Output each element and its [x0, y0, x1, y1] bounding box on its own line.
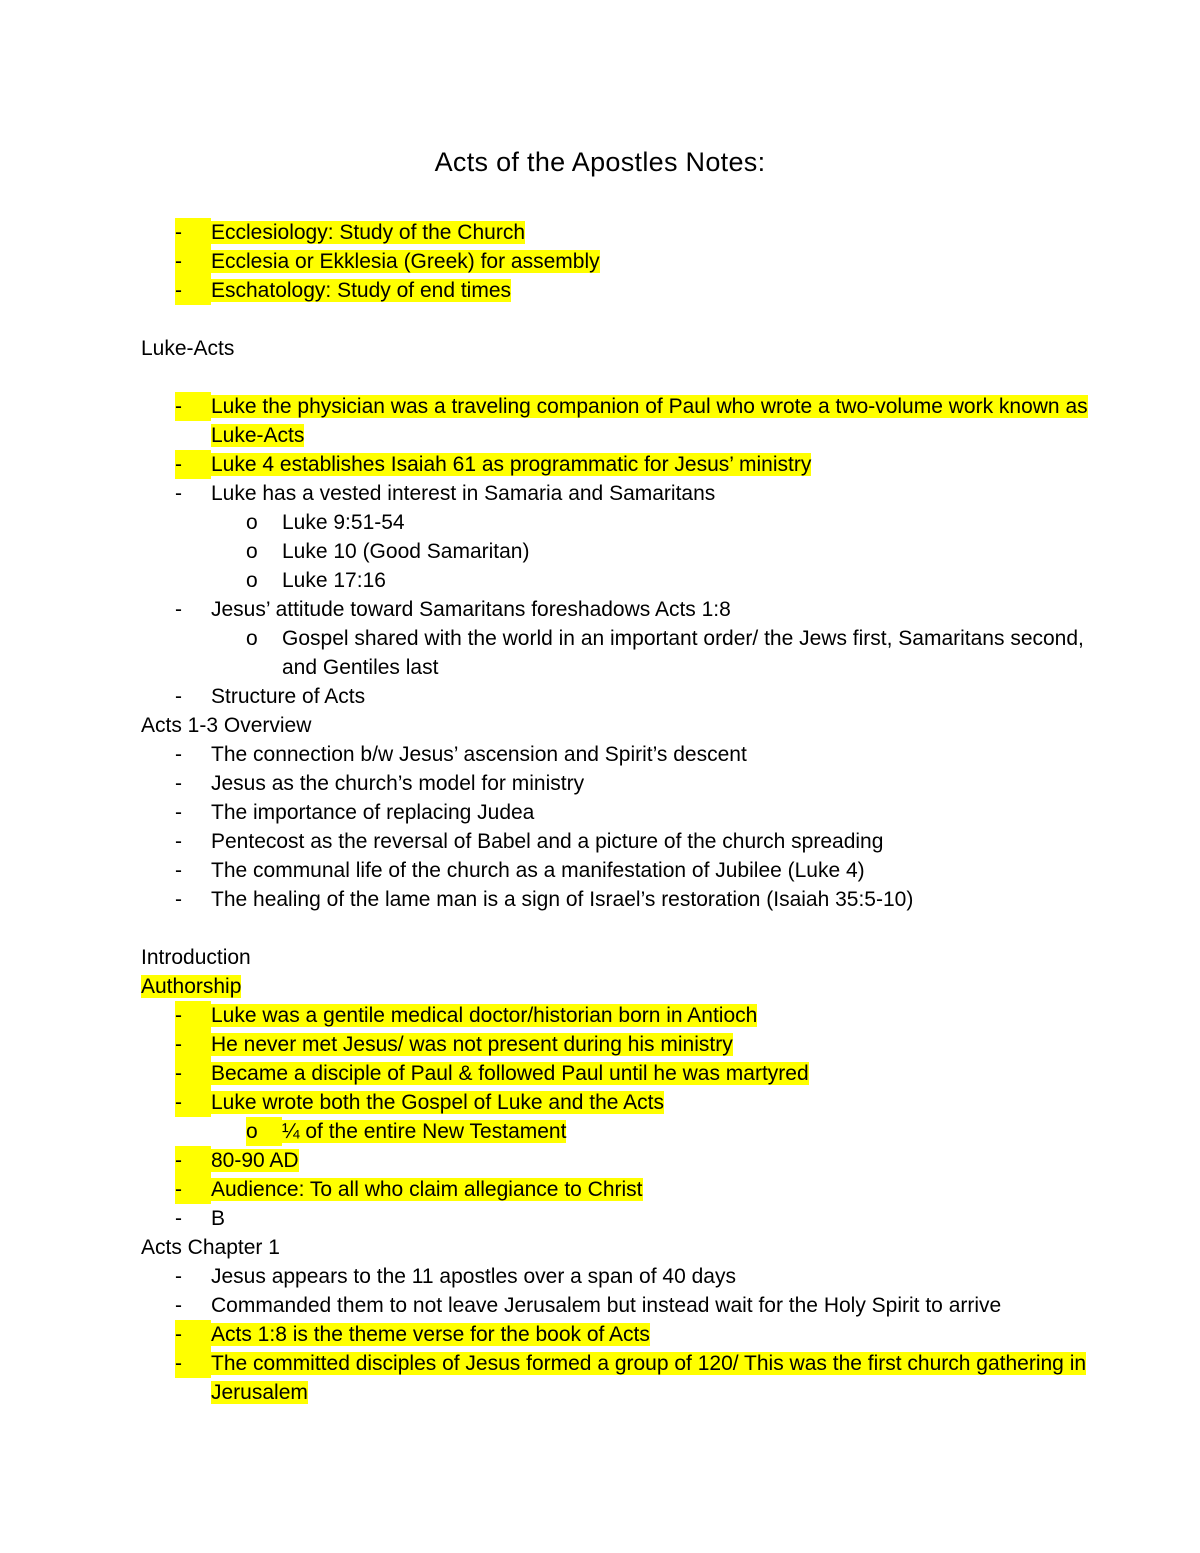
list-item — [141, 1030, 1101, 1059]
dash-bullet: - — [175, 772, 182, 795]
list-item — [141, 1262, 1101, 1291]
list-item-text: Ecclesiology: Study of the Church — [211, 221, 525, 244]
list-item-text: ¼ of the entire New Testament — [282, 1120, 567, 1143]
dash-bullet: - — [175, 1265, 182, 1288]
list-item-text: Acts 1:8 is the theme verse for the book of Acts — [211, 1323, 650, 1346]
section-heading-overview: Acts 1-3 Overview — [141, 714, 312, 737]
list-item-text: Luke 4 establishes Isaiah 61 as programmatic for Jesus’ ministry — [211, 453, 812, 476]
circle-bullet: o — [246, 1117, 282, 1146]
list-item-text: Jesus’ attitude toward Samaritans foreshadows Acts 1:8 — [211, 598, 731, 621]
circle-bullet: o — [246, 627, 258, 650]
dash-bullet: - — [175, 392, 211, 421]
list-item — [141, 1001, 1101, 1030]
dash-bullet: - — [175, 1207, 182, 1230]
dash-bullet: - — [175, 1059, 211, 1088]
list-item-text: The healing of the lame man is a sign of Israel’s restoration (Isaiah 35:5-10) — [211, 888, 914, 911]
section-heading-luke-acts: Luke-Acts — [141, 337, 235, 360]
list-item-text: The communal life of the church as a manifestation of Jubilee (Luke 4) — [211, 859, 865, 882]
list-item — [141, 1320, 1101, 1349]
list-item-text: Luke the physician was a traveling companion of Paul who wrote a two-volume work known as Luke-Acts — [211, 395, 1088, 447]
list-item — [141, 450, 1101, 479]
section-heading-introduction: Introduction — [141, 946, 251, 969]
list-item — [141, 1349, 1101, 1407]
dash-bullet: - — [175, 1175, 211, 1204]
list-item — [141, 1291, 1101, 1320]
list-item — [141, 856, 1101, 885]
list-item — [141, 798, 1101, 827]
dash-bullet: - — [175, 888, 182, 911]
dash-bullet: - — [175, 247, 211, 276]
list-item-text: Luke wrote both the Gospel of Luke and the Acts — [211, 1091, 664, 1114]
dash-bullet: - — [175, 276, 211, 305]
dash-bullet: - — [175, 1320, 211, 1349]
dash-bullet: - — [175, 1349, 211, 1378]
dash-bullet: - — [175, 1294, 182, 1317]
list-item-text: Luke 17:16 — [282, 569, 386, 592]
list-item — [141, 1175, 1101, 1204]
list-item — [141, 595, 1101, 624]
circle-bullet: o — [246, 569, 258, 592]
dash-bullet: - — [175, 1088, 211, 1117]
sub-list-item — [141, 566, 1101, 595]
list-item-text: The connection b/w Jesus’ ascension and Spirit’s descent — [211, 743, 747, 766]
list-item-text: Structure of Acts — [211, 685, 366, 708]
list-item — [141, 1088, 1101, 1117]
list-item-text: Jesus as the church’s model for ministry — [211, 772, 585, 795]
section-heading-chapter-1: Acts Chapter 1 — [141, 1236, 280, 1259]
list-item — [141, 218, 1101, 247]
list-item — [141, 1204, 1101, 1233]
list-item-text: Commanded them to not leave Jerusalem but instead wait for the Holy Spirit to arrive — [211, 1294, 1002, 1317]
list-item — [141, 1146, 1101, 1175]
sub-list-item — [141, 624, 1101, 682]
dash-bullet: - — [175, 743, 182, 766]
list-item-text: The committed disciples of Jesus formed a group of 120/ This was the first church gathering in Jerusalem — [211, 1352, 1087, 1404]
circle-bullet: o — [246, 540, 258, 563]
list-item-text: Pentecost as the reversal of Babel and a picture of the church spreading — [211, 830, 884, 853]
list-item-text: Jesus appears to the 11 apostles over a span of 40 days — [211, 1265, 736, 1288]
list-item-text: Eschatology: Study of end times — [211, 279, 511, 302]
circle-bullet: o — [246, 511, 258, 534]
list-item-text: Luke 10 (Good Samaritan) — [282, 540, 530, 563]
list-item-text: Became a disciple of Paul & followed Paul until he was martyred — [211, 1062, 809, 1085]
dash-bullet: - — [175, 1146, 211, 1175]
dash-bullet: - — [175, 450, 211, 479]
list-item-text: B — [211, 1207, 226, 1230]
list-item — [141, 827, 1101, 856]
list-item-text: Ecclesia or Ekklesia (Greek) for assembly — [211, 250, 600, 273]
list-item — [141, 392, 1101, 450]
dash-bullet: - — [175, 1001, 211, 1030]
list-item-text: Luke has a vested interest in Samaria and Samaritans — [211, 482, 716, 505]
list-item — [141, 479, 1101, 508]
list-item — [141, 247, 1101, 276]
list-item — [141, 276, 1101, 305]
sub-list-item — [141, 537, 1101, 566]
list-item-text: Luke was a gentile medical doctor/historian born in Antioch — [211, 1004, 758, 1027]
subheading-authorship-text: Authorship — [141, 975, 242, 998]
list-item — [141, 1059, 1101, 1088]
list-item-text: 80-90 AD — [211, 1149, 299, 1172]
list-item-text: Audience: To all who claim allegiance to Christ — [211, 1178, 643, 1201]
dash-bullet: - — [175, 685, 182, 708]
dash-bullet: - — [175, 598, 182, 621]
dash-bullet: - — [175, 859, 182, 882]
dash-bullet: - — [175, 218, 211, 247]
notes-body — [141, 218, 1101, 1407]
dash-bullet: - — [175, 482, 182, 505]
list-item — [141, 682, 1101, 711]
list-item — [141, 885, 1101, 914]
dash-bullet: - — [175, 830, 182, 853]
sub-list-item — [141, 1117, 1101, 1146]
subheading-authorship — [141, 972, 1101, 1001]
list-item-text: Gospel shared with the world in an important order/ the Jews first, Samaritans second, and Gentiles last — [282, 627, 1084, 679]
sub-list-item — [141, 508, 1101, 537]
list-item-text: He never met Jesus/ was not present during his ministry — [211, 1033, 733, 1056]
list-item — [141, 769, 1101, 798]
dash-bullet: - — [175, 801, 182, 824]
page-title: Acts of the Apostles Notes: — [434, 147, 766, 177]
list-item — [141, 740, 1101, 769]
list-item-text: The importance of replacing Judea — [211, 801, 535, 824]
dash-bullet: - — [175, 1030, 211, 1059]
list-item-text: Luke 9:51-54 — [282, 511, 405, 534]
